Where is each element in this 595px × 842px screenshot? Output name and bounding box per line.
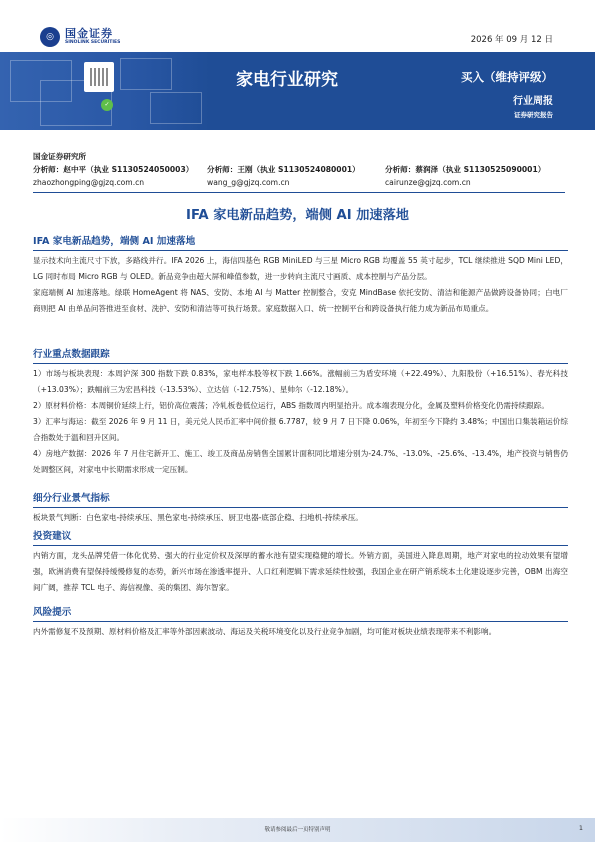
paragraph: 2）原材料价格：本周铜价延续上行，铝价高位震荡；冷轧板卷低位运行，ABS 指数周内明显抬升。成本端表现分化，金属及塑料价格变化仍需持续跟踪。 [33,401,549,410]
report-main-title: IFA 家电新品趋势，端侧 AI 加速落地 [186,208,409,223]
analyst-name: 分析师：赵中平（执业 S1130524050003） [33,165,194,174]
logo-en-text: SINOLINK SECURITIES [65,40,121,45]
paragraph: 板块景气判断：白色家电-持续承压、黑色家电-持续承压、厨卫电器-底部企稳、扫地机-持续承压。 [33,513,363,522]
company-logo [40,27,120,47]
paragraph: 4）房地产数据：2026 年 7 月住宅新开工、施工、竣工及商品房销售全国累计面积同比增速分别为-24.7%、-13.0%、-25.6%、-13.4%，地产投资与销售仍处调整区间，对家电中长期需求形成一定压制。 [33,449,568,474]
title-banner [0,52,595,130]
rating-label: 买入（维持评级） [461,70,553,84]
analyst-email[interactable]: zhaozhongping@gjzq.com.cn [33,178,145,187]
logo-cn-text: 国金证券 [65,27,113,40]
industry-title: 家电行业研究 [236,70,338,90]
section-heading: 风险提示 [33,606,568,622]
section-heading: IFA 家电新品趋势，端侧 AI 加速落地 [33,235,568,251]
paragraph: 1）市场与板块表现：本周沪深 300 指数下跌 0.83%，家电样本股等权下跌 1.66%。涨幅前三为盾安环境（+22.49%）、九阳股份（+16.51%）、春光科技（+13.03%）；跌幅前三为宏昌科技（-13.53%）、立达信（-12.75%）、星帅尔（-12.18%）。 [33,369,568,394]
section-data-tracking [33,348,568,478]
analyst-email[interactable]: cairunze@gjzq.com.cn [385,178,471,187]
section-risk-warning [33,606,568,640]
section-ifa-trends [33,235,568,317]
logo-icon: ◎ [40,27,60,47]
section-heading: 行业重点数据跟踪 [33,348,568,364]
analyst-1 [33,163,193,189]
page-number: 1 [578,824,583,832]
paragraph: 3）汇率与海运：截至 2026 年 9 月 11 日，美元兑人民币汇率中间价报 6.7787，较 9 月 7 日下降 0.06%，年初至今下降约 3.48%；中国出口集装箱运价综合指数处于温和回升区间。 [33,417,568,442]
section-heading: 细分行业景气指标 [33,492,568,508]
paragraph: 显示技术向主流尺寸下放，多路线并行。IFA 2026 上，海信四基色 RGB MiniLED 与三星 Micro RGB 均覆盖 55 英寸起步，TCL 继续推进 SQD Mini LED，LG 同时布局 Micro RGB 与 OLED。新品竞争由超大屏和峰值参数，进一步转向主流尺寸画质、成本控制与产品分层。 [33,256,568,281]
section-investment-advice [33,530,568,596]
paragraph: 家庭端侧 AI 加速落地。绿联 HomeAgent 将 NAS、安防、本地 AI 与 Matter 控制整合，安克 MindBase 依托安防、清洁和能源产品做跨设备协同；白电厂商则把 AI 由单品问答推进至食材、洗护、安防和清洁等可执行场景。家庭数据入口、统一控制平台和跨设备执行能力成为新品布局重点。 [33,288,568,313]
report-kind-label: 行业周报 [513,96,553,107]
section-heading: 投资建议 [33,530,568,546]
section-sector-indicators [33,492,568,526]
analyst-name: 分析师：蔡润泽（执业 S1130525090001） [385,165,546,174]
divider [33,192,565,193]
analyst-3 [385,163,545,189]
paragraph: 内外需修复不及预期、原材料价格及汇率等外部因素波动、海运及关税环境变化以及行业竞争加剧，均可能对板块业绩表现带来不利影响。 [33,627,497,636]
banner-decoration [0,52,210,130]
qr-code-icon [84,62,114,92]
footer-disclaimer: 敬请参阅最后一页特别声明 [264,827,331,833]
analyst-2 [207,163,360,189]
paragraph: 内销方面，龙头品牌凭借一体化优势、强大的行业定价权及深厚的蓄水池有望实现稳健的增长。外销方面，美国进入降息周期，地产对家电的拉动效果有望增强，欧洲消费有望保持缓慢修复的态势，新兴市场在渗透率提升、人口红利逻辑下需求延续性较强，我国企业在研产销系统本土化建设逐步完善，OBM 出海空间广阔，推荐 TCL 电子、海信视像、美的集团、海尔智家。 [33,551,568,592]
report-type-label: 证券研究报告 [514,111,553,119]
wechat-badge-icon: ✓ [101,99,113,111]
institute-name: 国金证券研究所 [33,152,87,161]
analyst-email[interactable]: wang_g@gjzq.com.cn [207,178,290,187]
analyst-name: 分析师：王刚（执业 S1130524080001） [207,165,360,174]
report-date: 2026 年 09 月 12 日 [470,35,553,45]
